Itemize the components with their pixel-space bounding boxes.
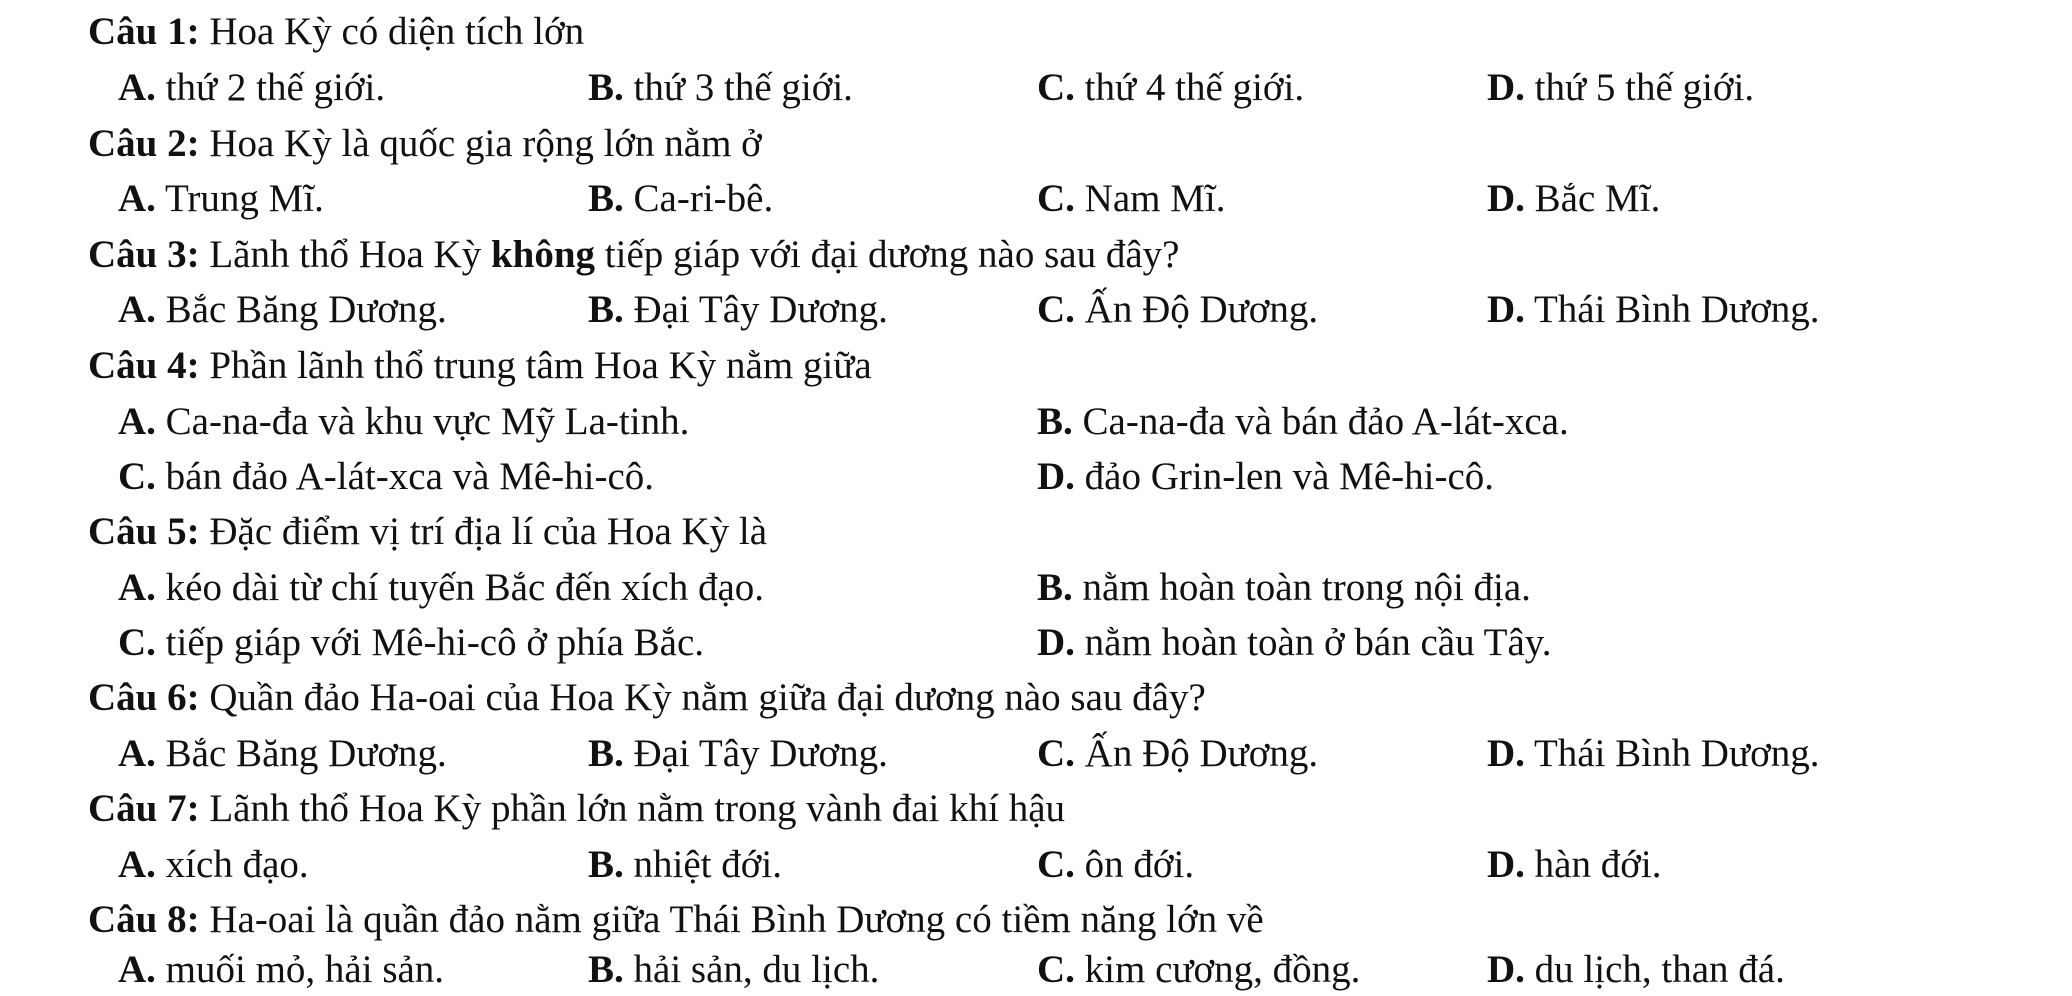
question-2-options (0, 175, 2072, 223)
question-1-options (0, 64, 2072, 112)
option-text: Bắc Mĩ. (1524, 177, 1661, 220)
option-b (588, 175, 773, 223)
option-letter: B. (588, 732, 624, 775)
option-c (1037, 175, 1226, 223)
option-a (118, 841, 309, 889)
option-text: thứ 2 thế giới. (155, 66, 386, 109)
option-text: xích đạo. (155, 843, 309, 886)
option-b (588, 841, 782, 889)
question-7-options (0, 841, 2072, 889)
question-text-pre: Lãnh thổ Hoa Kỳ (199, 233, 491, 276)
option-letter: A. (118, 566, 156, 609)
option-text: Đại Tây Dương. (623, 288, 888, 331)
option-letter: A. (118, 948, 156, 991)
question-8-stem (88, 896, 1264, 944)
option-text: thứ 5 thế giới. (1524, 66, 1755, 109)
option-letter: B. (588, 66, 624, 109)
option-letter: D. (1487, 66, 1525, 109)
option-letter: B. (588, 948, 624, 991)
option-text: nằm hoàn toàn ở bán cầu Tây. (1074, 621, 1552, 664)
option-text: Ấn Độ Dương. (1074, 288, 1319, 331)
option-a (118, 286, 447, 334)
option-b (588, 946, 879, 994)
question-5-stem (88, 508, 767, 556)
option-d (1487, 175, 1660, 223)
question-text: Hoa Kỳ là quốc gia rộng lớn nằm ở (199, 122, 762, 165)
option-d (1037, 453, 1494, 501)
question-1-stem (88, 8, 584, 56)
option-b (1037, 564, 1531, 612)
option-letter: D. (1487, 288, 1525, 331)
question-text: Quần đảo Ha-oai của Hoa Kỳ nằm giữa đại dương nào sau đây? (199, 676, 1206, 719)
question-text-emphasis: không (490, 233, 596, 276)
option-a (118, 564, 764, 612)
question-label: Câu 1: (88, 10, 200, 53)
question-label: Câu 8: (88, 898, 200, 941)
option-letter: A. (118, 400, 156, 443)
option-letter: D. (1487, 732, 1525, 775)
question-5-options-row2 (0, 619, 2072, 667)
option-text: thứ 3 thế giới. (623, 66, 853, 109)
question-5-options-row1 (0, 564, 2072, 612)
option-letter: C. (118, 621, 156, 664)
option-text: Thái Bình Dương. (1524, 732, 1820, 775)
option-a (118, 175, 324, 223)
question-label: Câu 5: (88, 510, 200, 553)
option-text: thứ 4 thế giới. (1074, 66, 1305, 109)
option-letter: C. (1037, 843, 1075, 886)
option-letter: C. (1037, 177, 1075, 220)
question-text-post: tiếp giáp với đại dương nào sau đây? (595, 233, 1180, 276)
option-letter: A. (118, 288, 156, 331)
option-b (588, 730, 888, 778)
option-text: nhiệt đới. (623, 843, 782, 886)
option-c (1037, 946, 1360, 994)
question-label: Câu 2: (88, 122, 200, 165)
option-c (1037, 64, 1304, 112)
option-text: tiếp giáp với Mê-hi-cô ở phía Bắc. (155, 621, 705, 664)
question-6-stem (88, 674, 1206, 722)
option-text: Bắc Băng Dương. (155, 288, 447, 331)
option-text: hải sản, du lịch. (623, 948, 880, 991)
option-letter: A. (118, 66, 156, 109)
option-letter: C. (1037, 66, 1075, 109)
option-c (1037, 730, 1318, 778)
question-text: Ha-oai là quần đảo nằm giữa Thái Bình Dương có tiềm năng lớn về (199, 898, 1264, 941)
option-a (118, 730, 447, 778)
option-a (118, 398, 689, 446)
question-4-options-row1 (0, 398, 2072, 446)
option-text: kim cương, đồng. (1074, 948, 1361, 991)
question-label: Câu 7: (88, 787, 200, 830)
option-text: Ca-na-đa và bán đảo A-lát-xca. (1072, 400, 1569, 443)
question-text: Hoa Kỳ có diện tích lớn (199, 10, 585, 53)
option-c (118, 619, 704, 667)
option-d (1487, 286, 1819, 334)
option-text: nằm hoàn toàn trong nội địa. (1072, 566, 1531, 609)
option-text: Ấn Độ Dương. (1074, 732, 1319, 775)
question-label: Câu 3: (88, 233, 200, 276)
question-4-stem (88, 342, 872, 390)
question-8-options (0, 946, 2072, 994)
option-d (1487, 946, 1785, 994)
option-text: muối mỏ, hải sản. (155, 948, 445, 991)
option-text: Nam Mĩ. (1074, 177, 1226, 220)
option-a (118, 64, 385, 112)
option-letter: D. (1487, 177, 1525, 220)
question-3-stem (88, 231, 1179, 279)
option-b (1037, 398, 1569, 446)
option-c (118, 453, 654, 501)
option-text: hàn đới. (1524, 843, 1662, 886)
option-letter: B. (1037, 400, 1073, 443)
option-letter: A. (118, 843, 156, 886)
option-letter: C. (1037, 288, 1075, 331)
option-letter: A. (118, 732, 156, 775)
option-text: đảo Grin-len và Mê-hi-cô. (1074, 455, 1495, 498)
option-text: kéo dài từ chí tuyến Bắc đến xích đạo. (155, 566, 765, 609)
option-text: Đại Tây Dương. (623, 732, 888, 775)
question-label: Câu 4: (88, 344, 200, 387)
option-d (1037, 619, 1551, 667)
option-a (118, 946, 444, 994)
option-d (1487, 730, 1819, 778)
question-label: Câu 6: (88, 676, 200, 719)
option-d (1487, 841, 1661, 889)
option-text: du lịch, than đá. (1524, 948, 1785, 991)
option-letter: B. (588, 177, 624, 220)
option-text: ôn đới. (1074, 843, 1195, 886)
option-c (1037, 841, 1194, 889)
option-letter: B. (588, 843, 624, 886)
option-b (588, 286, 888, 334)
option-letter: D. (1487, 948, 1525, 991)
option-letter: D. (1487, 843, 1525, 886)
option-b (588, 64, 853, 112)
option-c (1037, 286, 1318, 334)
option-letter: B. (1037, 566, 1073, 609)
option-letter: A. (118, 177, 156, 220)
option-text: Thái Bình Dương. (1524, 288, 1820, 331)
option-letter: D. (1037, 455, 1075, 498)
question-2-stem (88, 120, 762, 168)
option-text: Trung Mĩ. (155, 177, 324, 220)
question-text: Đặc điểm vị trí địa lí của Hoa Kỳ là (199, 510, 768, 553)
option-d (1487, 64, 1754, 112)
option-letter: B. (588, 288, 624, 331)
option-letter: D. (1037, 621, 1075, 664)
option-text: bán đảo A-lát-xca và Mê-hi-cô. (155, 455, 655, 498)
option-letter: C. (118, 455, 156, 498)
question-6-options (0, 730, 2072, 778)
option-letter: C. (1037, 948, 1075, 991)
option-text: Ca-ri-bê. (623, 177, 774, 220)
question-3-options (0, 286, 2072, 334)
question-7-stem (88, 785, 1065, 833)
option-letter: C. (1037, 732, 1075, 775)
option-text: Bắc Băng Dương. (155, 732, 447, 775)
question-text: Phần lãnh thổ trung tâm Hoa Kỳ nằm giữa (199, 344, 872, 387)
question-4-options-row2 (0, 453, 2072, 501)
question-text: Lãnh thổ Hoa Kỳ phần lớn nằm trong vành đai khí hậu (199, 787, 1066, 830)
option-text: Ca-na-đa và khu vực Mỹ La-tinh. (155, 400, 690, 443)
